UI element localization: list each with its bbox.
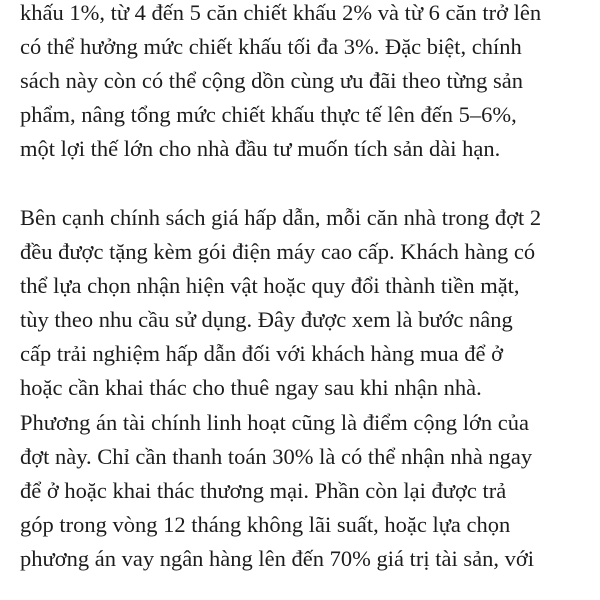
text-line: cấp trải nghiệm hấp dẫn đối với khách hàng mua để ở [20, 341, 504, 366]
text-line: có thể hưởng mức chiết khấu tối đa 3%. Đặc biệt, chính [20, 34, 522, 59]
paragraph-appliance-gift [20, 201, 592, 405]
text-line: một lợi thế lớn cho nhà đầu tư muốn tích sản dài hạn. [20, 136, 501, 161]
text-line: Phương án tài chính linh hoạt cũng là điểm cộng lớn của [20, 410, 530, 435]
text-line: hoặc cần khai thác cho thuê ngay sau khi nhận nhà. [20, 375, 482, 400]
text-line: khấu 1%, từ 4 đến 5 căn chiết khấu 2% và từ 6 căn trở lên [20, 0, 542, 25]
text-line: góp trong vòng 12 tháng không lãi suất, hoặc lựa chọn [20, 512, 511, 537]
text-line: đều được tặng kèm gói điện máy cao cấp. Khách hàng có [20, 239, 536, 264]
paragraph-discount [20, 0, 592, 166]
text-line: để ở hoặc khai thác thương mại. Phần còn lại được trả [20, 478, 507, 503]
text-line: Bên cạnh chính sách giá hấp dẫn, mỗi căn nhà trong đợt 2 [20, 205, 542, 230]
text-line: thể lựa chọn nhận hiện vật hoặc quy đổi thành tiền mặt, [20, 273, 520, 298]
text-line: đợt này. Chỉ cần thanh toán 30% là có thể nhận nhà ngay [20, 444, 533, 469]
text-line: phẩm, nâng tổng mức chiết khấu thực tế lên đến 5–6%, [20, 102, 517, 127]
text-line: tùy theo nhu cầu sử dụng. Đây được xem là bước nâng [20, 307, 513, 332]
text-line: sách này còn có thể cộng dồn cùng ưu đãi theo từng sản [20, 68, 524, 93]
text-line: phương án vay ngân hàng lên đến 70% giá trị tài sản, với [20, 546, 534, 571]
paragraph-financing [20, 406, 592, 576]
